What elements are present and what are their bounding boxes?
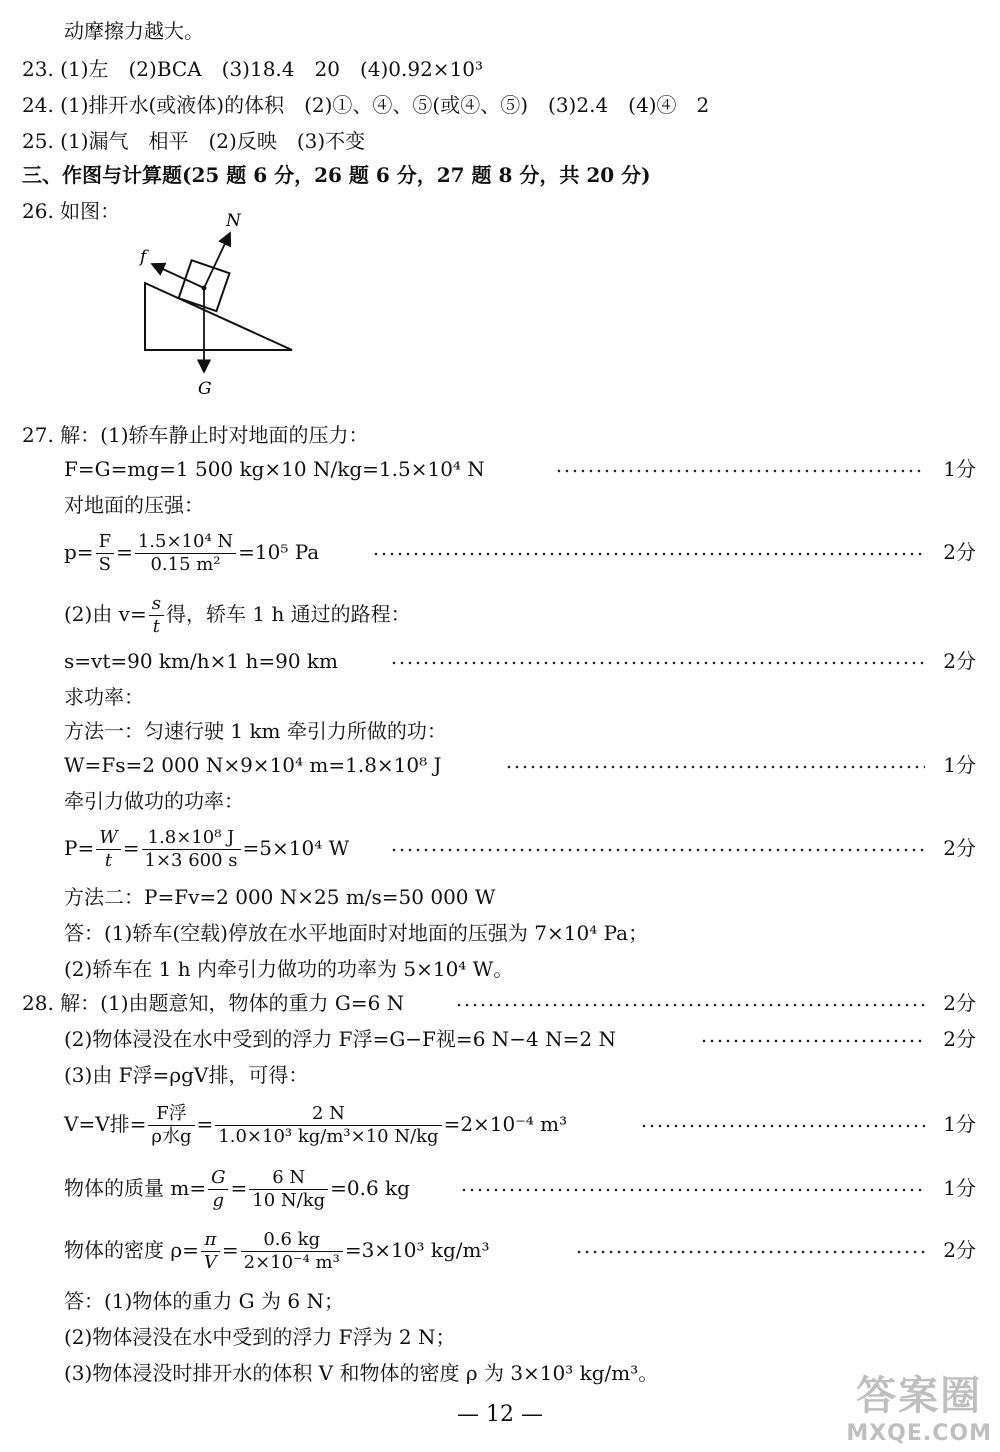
watermark-top: 答案圈: [856, 1373, 983, 1419]
fraction: $\frac{F}{S}$: [96, 531, 115, 576]
leader-dots: [640, 1124, 925, 1128]
label-G: G: [198, 379, 212, 399]
answer-24: 24. (1)排开水(或液体)的体积 (2)①、④、⑤(或④、⑤) (3)2.4 (4)④ 2: [22, 93, 710, 117]
q27-method2: 方法二：P=Fv=2 000 N×25 m/s=50 000 W: [64, 885, 496, 909]
q27-intro: 27. 解：(1)轿车静止时对地面的压力：: [22, 423, 369, 447]
section-heading: 三、作图与计算题(25 题 6 分，26 题 6 分，27 题 8 分，共 20 分): [22, 163, 651, 187]
leader-dots: [390, 661, 925, 665]
fraction: $\frac{6 N}{10 N/kg}$: [249, 1167, 328, 1212]
leader-dots: [555, 469, 925, 473]
leader-dots: [700, 1039, 925, 1043]
score: 1分: [943, 753, 976, 777]
fraction: $\frac{W}{t}$: [96, 827, 121, 872]
fraction: $\frac{s}{t}$: [149, 593, 164, 638]
score: 2分: [943, 649, 976, 673]
leader-dots: [372, 552, 925, 556]
q28-density-formula: 物体的密度 ρ= $\frac{\pi}{V}$ = $\frac{0.6 kg}{\text{2×10⁻⁴ m³}}$ =3×10³ kg/m³: [64, 1229, 490, 1273]
fraction: $\frac{\text{F浮}}{\text{ρ水g}}$: [148, 1103, 194, 1148]
leader-dots: [505, 765, 925, 769]
formula-text: p=: [64, 540, 94, 564]
fraction: $\frac{G}{g}$: [208, 1167, 228, 1212]
score: 2分: [943, 540, 976, 564]
score: 1分: [943, 1176, 976, 1200]
q28-volume-formula: V=V排= $\frac{\text{F浮}}{\text{ρ水g}}$ = $\frac{2 N}{\text{1.0×10³ kg/m³×10 N/kg}}$ =2×10⁻⁴ m³: [64, 1103, 568, 1147]
q27-pressure-formula: p= $\frac{F}{S}$ = $\frac{\text{1.5×10⁴ N}}{\text{0.15 m²}}$ =10⁵ Pa: [64, 531, 320, 575]
fraction: $\frac{2 N}{\text{1.0×10³ kg/m³×10 N/kg}}$: [215, 1103, 441, 1148]
continuation-text: 动摩擦力越大。: [64, 19, 204, 43]
q28-part3: (3)由 F浮=ρgV排，可得：: [64, 1063, 309, 1087]
q27-distance-formula: s=vt=90 km/h×1 h=90 km: [64, 649, 338, 673]
watermark-logo: [846, 1364, 992, 1446]
leader-dots: [460, 1188, 925, 1192]
fraction: $\frac{0.6 kg}{\text{2×10⁻⁴ m³}}$: [241, 1229, 343, 1274]
score: 2分: [943, 991, 976, 1015]
q27-force-formula: F=G=mg=1 500 kg×10 N/kg=1.5×10⁴ N: [64, 457, 485, 481]
page-number: — 12 —: [457, 1402, 543, 1427]
q28-answer-3: (3)物体浸没时排开水的体积 V 和物体的密度 ρ 为 3×10³ kg/m³。: [64, 1361, 659, 1385]
score: 2分: [943, 1027, 976, 1051]
q28-intro: 28. 解：(1)由题意知，物体的重力 G=6 N: [22, 991, 405, 1015]
q27-work-formula: W=Fs=2 000 N×9×10⁴ m=1.8×10⁸ J: [64, 753, 442, 777]
watermark-bottom: MXQE.COM: [846, 1421, 992, 1446]
score: 1分: [943, 457, 976, 481]
q27-part2: (2)由 v= $\frac{s}{t}$ 得，轿车 1 h 通过的路程：: [64, 593, 411, 637]
force-diagram: [130, 208, 310, 408]
answer-23: 23. (1)左 (2)BCA (3)18.4 20 (4)0.92×10³: [22, 57, 484, 81]
label-N: N: [226, 211, 241, 231]
leader-dots: [455, 1003, 925, 1007]
leader-dots: [575, 1250, 925, 1254]
q27-power-label: 求功率：: [64, 685, 144, 709]
fraction: $\frac{\text{1.8×10⁸ J}}{1\times 3 600 s}$: [142, 827, 241, 872]
q27-answer-2: (2)轿车在 1 h 内牵引力做功的功率为 5×10⁴ W。: [64, 957, 514, 981]
score: 2分: [943, 836, 976, 860]
score: 2分: [943, 1238, 976, 1262]
q28-buoyancy: (2)物体浸没在水中受到的浮力 F浮=G−F视=6 N−4 N=2 N: [64, 1027, 616, 1051]
answer-25: 25. (1)漏气 相平 (2)反映 (3)不变: [22, 129, 366, 153]
q28-answer-1: 答：(1)物体的重力 G 为 6 N；: [64, 1289, 344, 1313]
q27-answer-1: 答：(1)轿车(空载)停放在水平地面时对地面的压强为 7×10⁴ Pa；: [64, 921, 649, 945]
fraction: $\frac{\text{1.5×10⁴ N}}{\text{0.15 m²}}$: [135, 531, 236, 576]
score: 1分: [943, 1112, 976, 1136]
answer-26-label: 26. 如图：: [22, 199, 121, 223]
q28-mass-formula: 物体的质量 m= $\frac{G}{g}$ = $\frac{6 N}{10 N/kg}$ =0.6 kg: [64, 1167, 410, 1211]
q28-answer-2: (2)物体浸没在水中受到的浮力 F浮为 2 N；: [64, 1325, 456, 1349]
q27-power-formula: P= $\frac{W}{t}$ = $\frac{\text{1.8×10⁸ J}}{1\times 3 600 s}$ =5×10⁴ W: [64, 827, 350, 871]
q27-power2-label: 牵引力做功的功率：: [64, 789, 244, 813]
q27-method1: 方法一：匀速行驶 1 km 牵引力所做的功：: [64, 719, 447, 743]
q27-pressure-label: 对地面的压强：: [64, 493, 204, 517]
label-f: f: [140, 247, 147, 267]
leader-dots: [390, 848, 925, 852]
fraction: $\frac{\pi}{V}$: [201, 1229, 220, 1274]
